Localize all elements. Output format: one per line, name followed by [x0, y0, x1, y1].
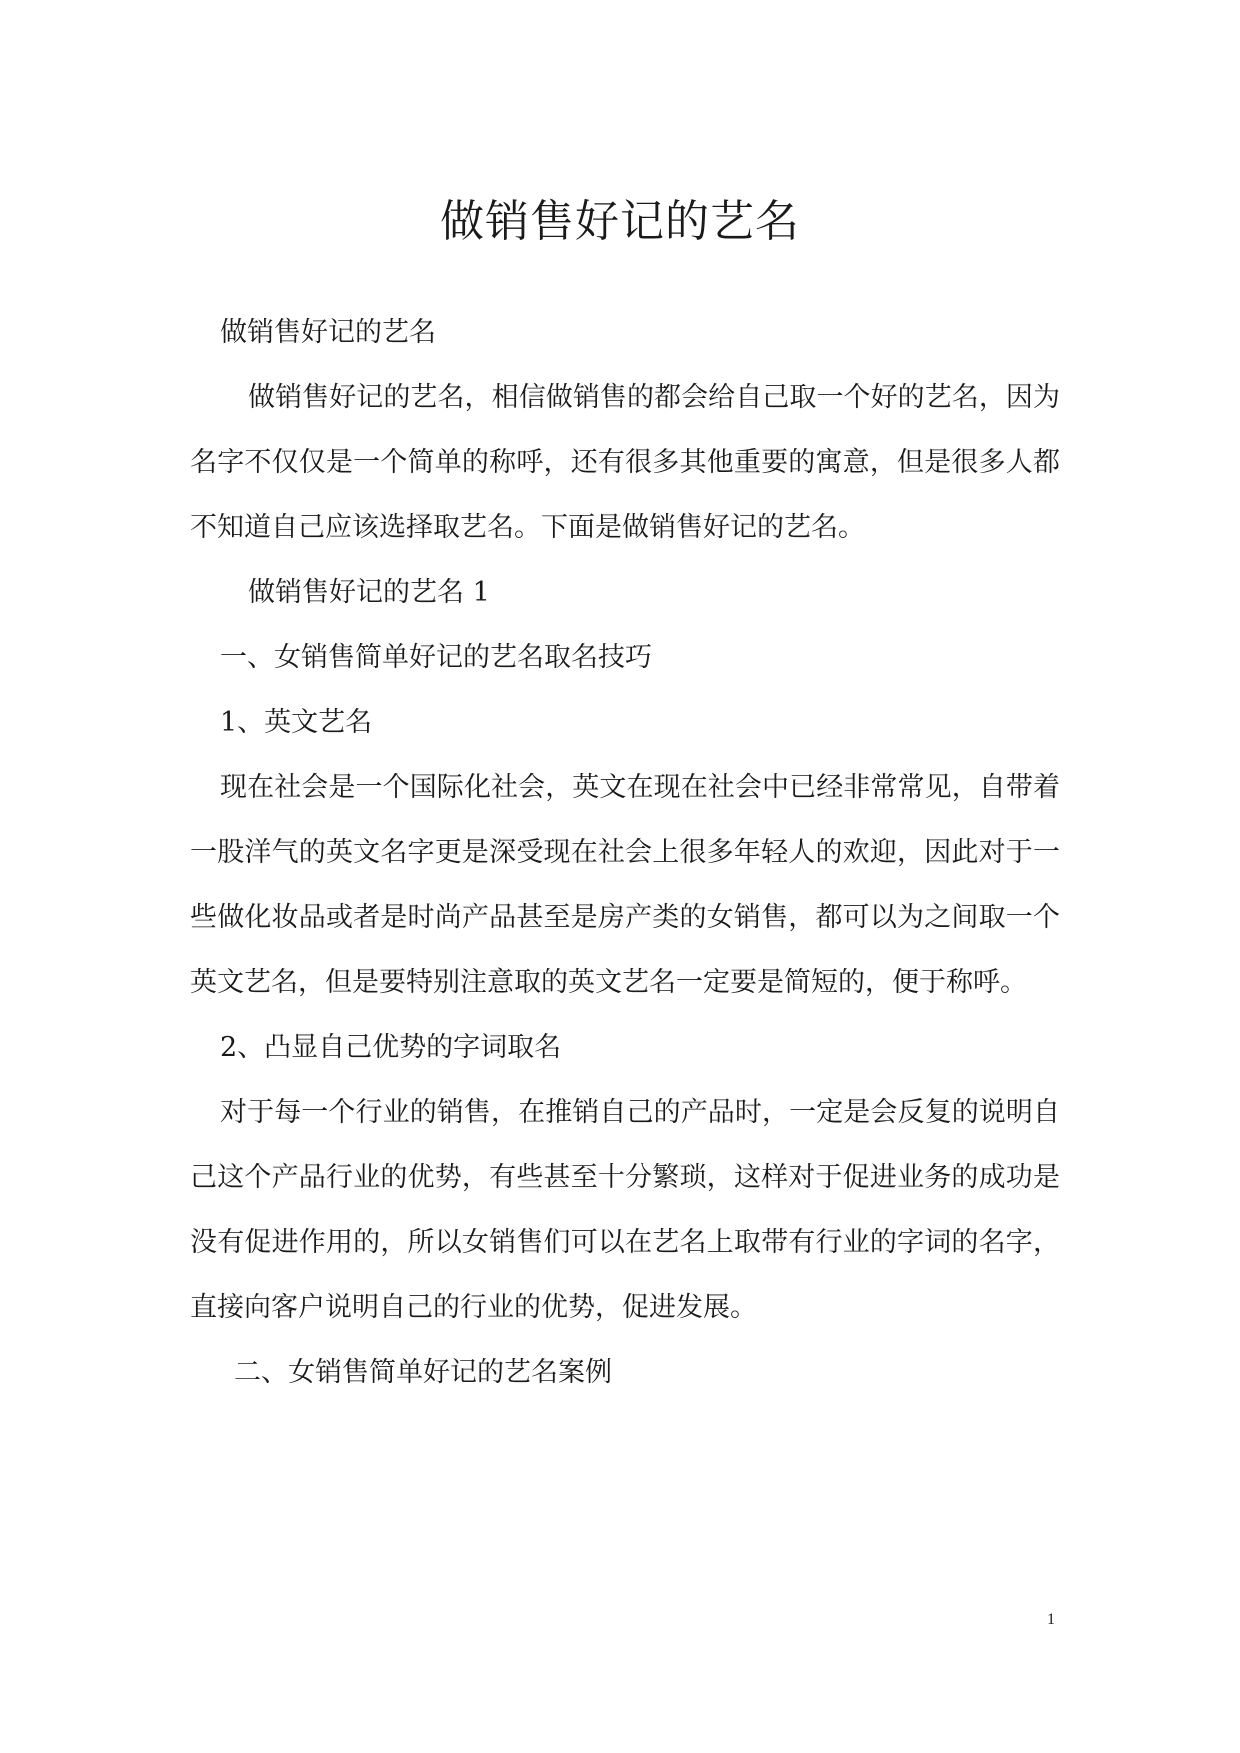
paragraph: 一、女销售简单好记的艺名取名技巧	[220, 642, 652, 673]
paragraph: 1、英文艺名	[220, 707, 373, 738]
paragraph: 做销售好记的艺名 1	[248, 577, 490, 608]
paragraph: 做销售好记的艺名	[220, 317, 436, 348]
page-number: 1	[1047, 1611, 1055, 1628]
paragraph: 二、女销售简单好记的艺名案例	[234, 1357, 612, 1388]
paragraph: 现在社会是一个国际化社会，英文在现在社会中已经非常常见，自带着一股洋气的英文名字更是深受现在社会上很多年轻人的欢迎，因此对于一些做化妆品或者是时尚产品甚至是房产类的女销售，都可以为之间取一个英文艺名，但是要特别注意取的英文艺名一定要是简短的，便于称呼。	[190, 772, 1060, 998]
document-title: 做销售好记的艺名	[440, 196, 800, 247]
paragraph: 做销售好记的艺名，相信做销售的都会给自己取一个好的艺名，因为名字不仅仅是一个简单的称呼，还有很多其他重要的寓意，但是很多人都不知道自己应该选择取艺名。下面是做销售好记的艺名。	[190, 382, 1060, 543]
document-body	[190, 300, 1060, 1405]
paragraph: 2、凸显自己优势的字词取名	[220, 1032, 562, 1063]
paragraph: 对于每一个行业的销售，在推销自己的产品时，一定是会反复的说明自己这个产品行业的优势，有些甚至十分繁琐，这样对于促进业务的成功是没有促进作用的，所以女销售们可以在艺名上取带有行业的字词的名字，直接向客户说明自己的行业的优势，促进发展。	[190, 1097, 1060, 1323]
